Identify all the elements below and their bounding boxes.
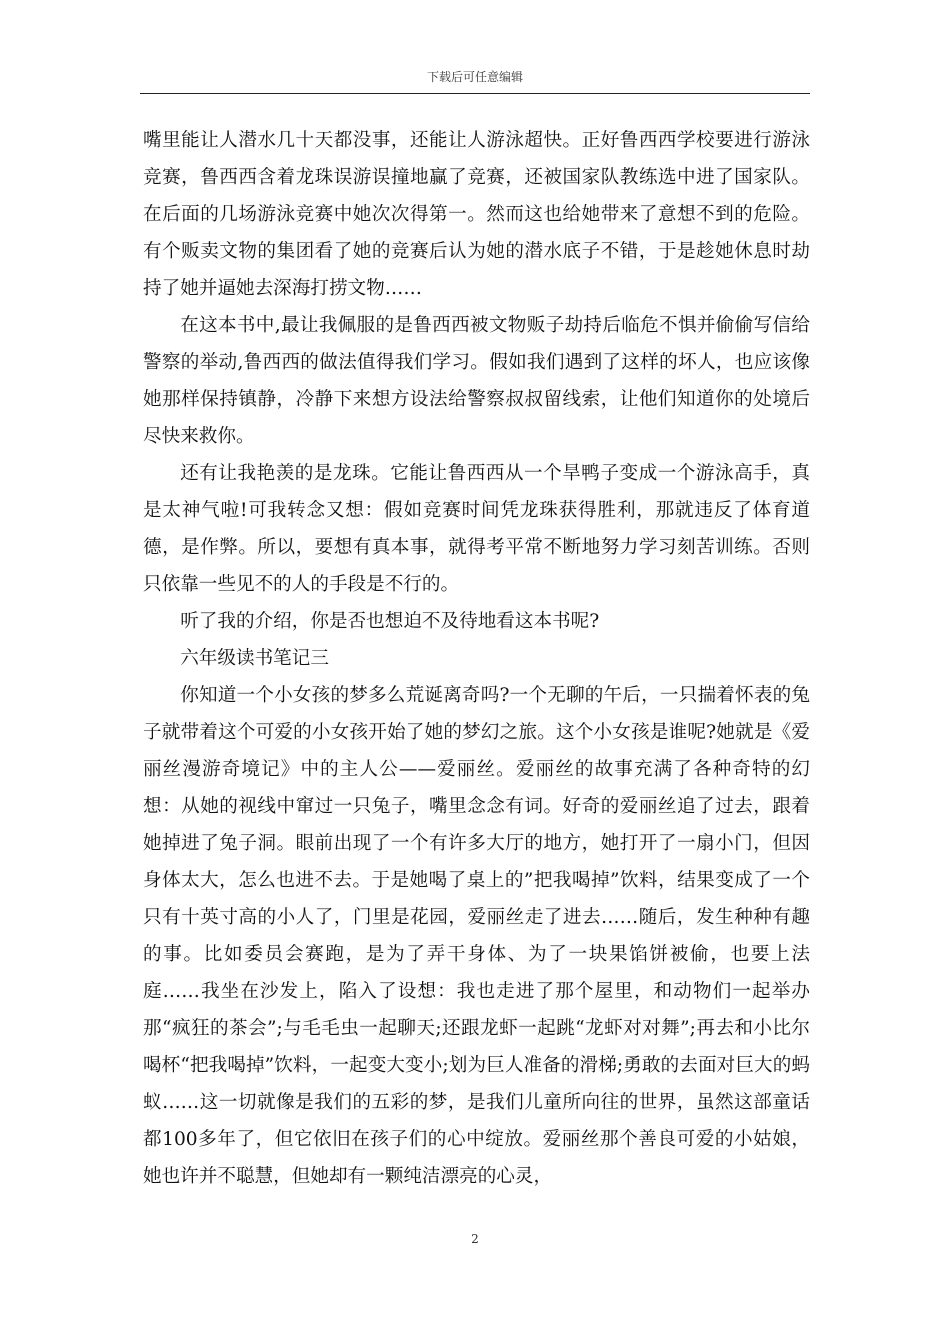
paragraph-continued: 嘴里能让人潜水几十天都没事，还能让人游泳超快。正好鲁西西学校要进行游泳竞赛，鲁西西含着龙珠误游误撞地赢了竞赛，还被国家队教练选中进了国家队。在后面的几场游泳竞赛中她次次得第一。然而这也给她带来了意想不到的危险。有个贩卖文物的集团看了她的竞赛后认为她的潜水底子不错，于是趁她休息时劫持了她并逼她去深海打捞文物…… [143, 130, 810, 299]
paragraph: 在这本书中,最让我佩服的是鲁西西被文物贩子劫持后临危不惧并偷偷写信给警察的举动,鲁西西的做法值得我们学习。假如我们遇到了这样的坏人，也应该像她那样保持镇静，冷静下来想方设法给警察叔叔留线索，让他们知道你的处境后尽快来救你。 [143, 315, 810, 447]
page-number: 2 [471, 1232, 479, 1246]
section-heading: 六年级读书笔记三 [180, 648, 329, 669]
paragraph: 还有让我艳羡的是龙珠。它能让鲁西西从一个旱鸭子变成一个游泳高手，真是太神气啦!可我转念又想：假如竞赛时间凭龙珠获得胜利，那就违反了体育道德，是作弊。所以，要想有真本事，就得考平常不断地努力学习刻苦训练。否则只依靠一些见不的人的手段是不行的。 [143, 463, 810, 595]
paragraph: 听了我的介绍，你是否也想迫不及待地看这本书呢? [180, 611, 600, 632]
page-header: 下载后可任意编辑 [426, 70, 523, 84]
header-divider [140, 93, 810, 94]
paragraph: 你知道一个小女孩的梦多么荒诞离奇吗?一个无聊的午后，一只揣着怀表的兔子就带着这个可爱的小女孩开始了她的梦幻之旅。这个小女孩是谁呢?她就是《爱丽丝漫游奇境记》中的主人公——爱丽丝。爱丽丝的故事充满了各种奇特的幻想：从她的视线中窜过一只兔子，嘴里念念有词。好奇的爱丽丝追了过去，跟着她掉进了兔子洞。眼前出现了一个有许多大厅的地方，她打开了一扇小门，但因身体太大，怎么也进不去。于是她喝了桌上的”把我喝掉”饮料，结果变成了一个只有十英寸高的小人了，门里是花园，爱丽丝走了进去……随后，发生种种有趣的事。比如委员会赛跑，是为了弄干身体、为了一块果馅饼被偷，也要上法庭……我坐在沙发上，陷入了设想：我也走进了那个屋里，和动物们一起举办那“疯狂的茶会”;与毛毛虫一起聊天;还跟龙虾一起跳“龙虾对对舞”;再去和小比尔喝杯“把我喝掉”饮料，一起变大变小;划为巨人准备的滑梯;勇敢的去面对巨大的蚂蚁……这一切就像是我们的五彩的梦，是我们儿童所向往的世界，虽然这部童话都100多年了，但它依旧在孩子们的心中绽放。爱丽丝那个善良可爱的小姑娘，她也许并不聪慧，但她却有一颗纯洁漂亮的心灵， [143, 685, 810, 1187]
document-body [143, 122, 810, 1195]
